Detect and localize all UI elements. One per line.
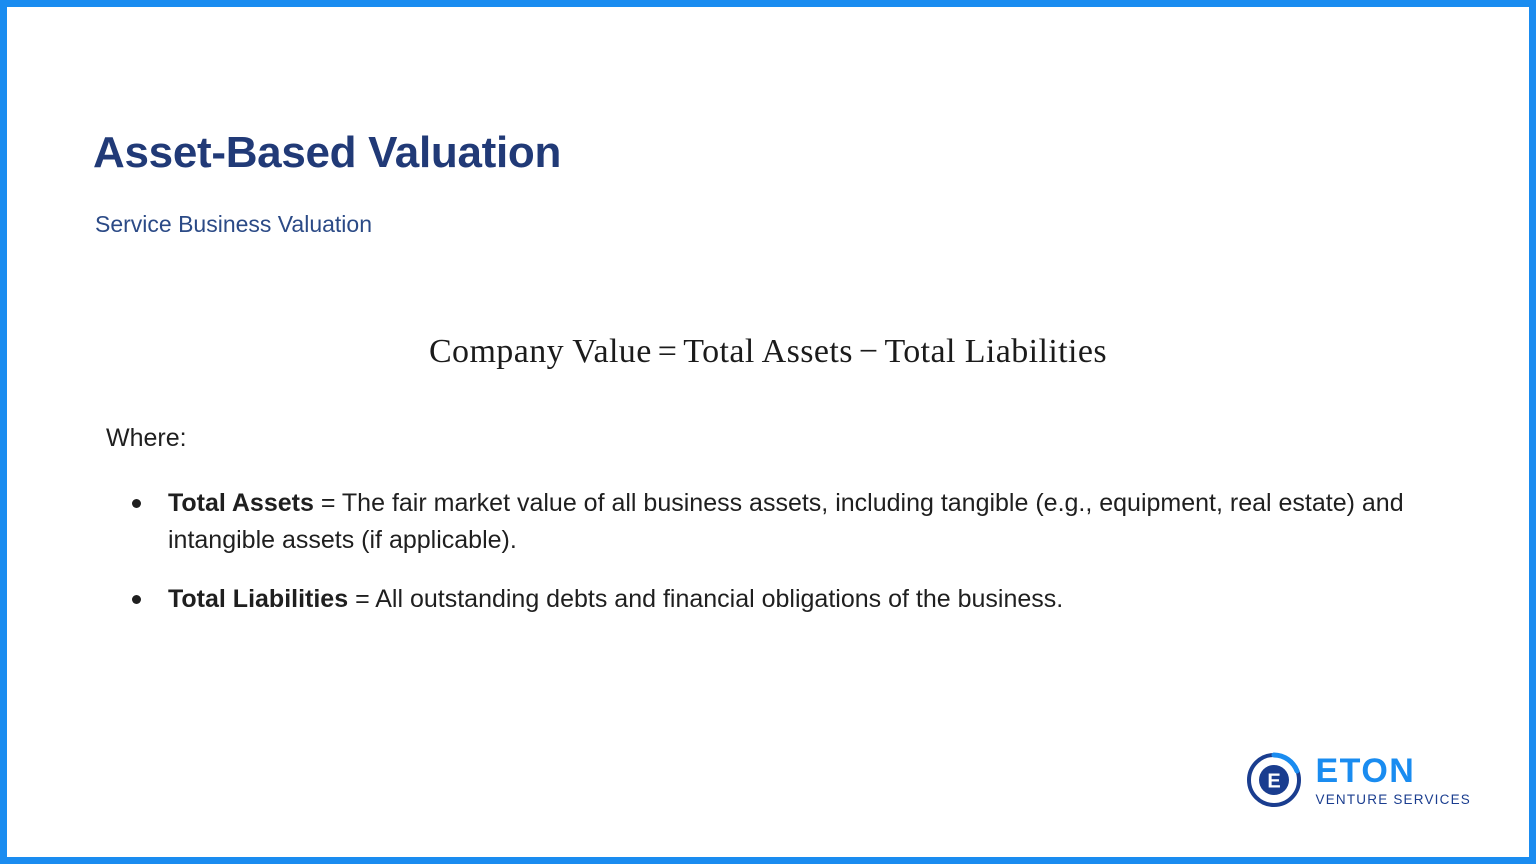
page-subtitle: Service Business Valuation: [95, 211, 372, 237]
bullet-dot-icon: [132, 499, 141, 508]
slide-content: [7, 7, 1529, 857]
svg-text:E: E: [1266, 770, 1281, 793]
list-item-term: Total Liabilities: [168, 585, 349, 613]
where-label: Where:: [106, 424, 187, 452]
formula-equals-sign: =: [657, 333, 678, 370]
brand-name: ETON: [1315, 751, 1416, 790]
brand-tagline: VENTURE SERVICES: [1315, 791, 1471, 807]
list-item-text: = All outstanding debts and financial obligations of the business.: [348, 585, 1064, 613]
list-item-text: = The fair market value of all business assets, including tangible (e.g., equipment, real estate) and intangible assets (if applicable).: [168, 489, 1404, 554]
eton-mark-icon: [1245, 751, 1303, 809]
formula-term-assets: Total Assets: [683, 333, 853, 370]
definition-list: [106, 485, 1486, 640]
list-item: [106, 581, 1486, 618]
page-title: Asset-Based Valuation: [93, 128, 562, 177]
list-item: [106, 485, 1486, 559]
formula-minus-sign: −: [858, 333, 879, 370]
brand-logo-text: [1315, 751, 1472, 807]
bullet-dot-icon: [132, 595, 141, 604]
formula-term-liabilities: Total Liabilities: [884, 333, 1107, 370]
list-item-term: Total Assets: [168, 489, 314, 517]
formula-left-term: Company Value: [428, 333, 652, 370]
brand-logo: [1245, 751, 1472, 809]
formula-block: [7, 333, 1529, 371]
